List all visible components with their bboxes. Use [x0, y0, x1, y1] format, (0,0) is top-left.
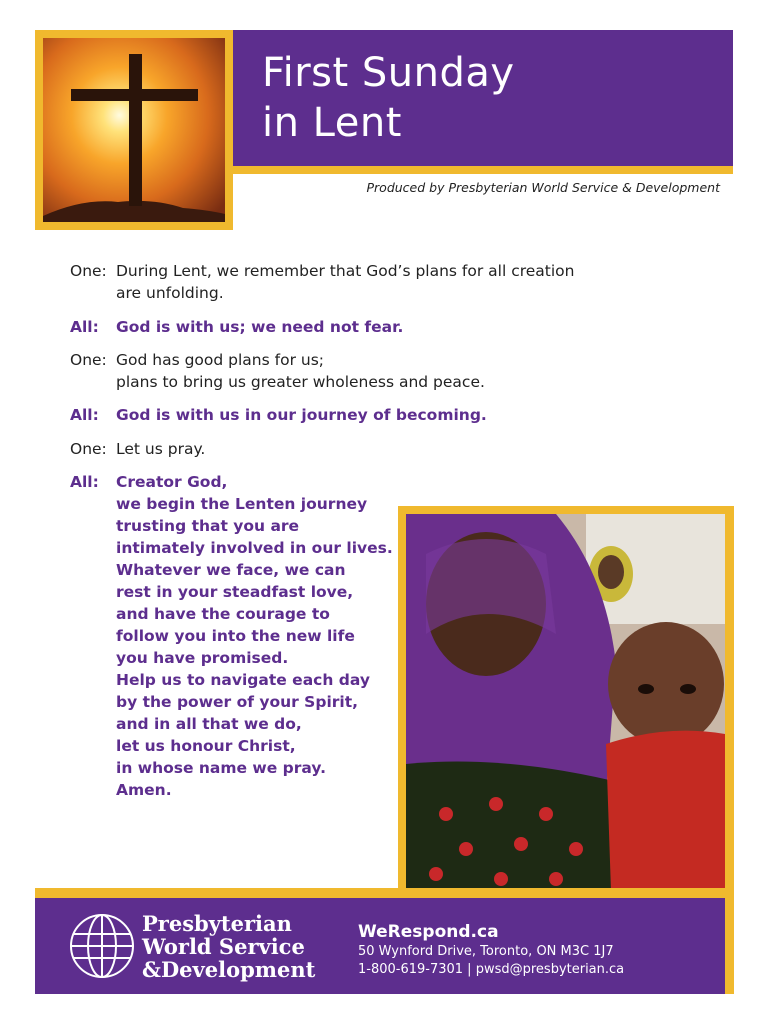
prayer-line: intimately involved in our lives.	[116, 539, 393, 557]
liturgy-line: God is with us in our journey of becoming.	[116, 406, 487, 424]
liturgy-line: Let us pray.	[116, 440, 206, 458]
page-title	[262, 48, 515, 148]
prayer-line: Creator God,	[116, 473, 228, 491]
cross-sunset-image	[43, 38, 225, 222]
prayer-line: and in all that we do,	[116, 715, 302, 733]
prayer-line: rest in your steadfast love,	[116, 583, 354, 601]
liturgy-item	[70, 260, 575, 304]
contact-info[interactable]: 1-800-619-7301 | pwsd@presbyterian.ca	[358, 962, 625, 977]
prayer-line: Help us to navigate each day	[116, 671, 370, 689]
prayer-line: let us honour Christ,	[116, 737, 296, 755]
prayer-line: Whatever we face, we can	[116, 561, 346, 579]
prayer-line: trusting that you are	[116, 517, 300, 535]
logo-line: Presbyterian	[142, 911, 292, 936]
prayer-line: by the power of your Spirit,	[116, 693, 359, 711]
prayer-line: Amen.	[116, 781, 172, 799]
liturgy-item	[70, 438, 205, 460]
producer-credit: Produced by Presbyterian World Service & Development	[366, 180, 720, 195]
logo-line: World Service	[142, 934, 305, 959]
speaker-label: All:	[70, 473, 99, 491]
speaker-label: One:	[70, 262, 107, 280]
speaker-label: All:	[70, 318, 99, 336]
globe-icon	[68, 912, 136, 980]
speaker-label: One:	[70, 440, 107, 458]
prayer-line: in whose name we pray.	[116, 759, 326, 777]
logo-line: &Development	[142, 957, 316, 982]
prayer	[70, 471, 393, 801]
title-line-2: in Lent	[262, 100, 402, 146]
website-link[interactable]: WeRespond.ca	[358, 922, 499, 942]
mailing-address: 50 Wynford Drive, Toronto, ON M3C 1J7	[358, 944, 614, 959]
speaker-label: All:	[70, 406, 99, 424]
prayer-line: follow you into the new life	[116, 627, 355, 645]
liturgy-line: God has good plans for us;	[116, 351, 324, 369]
organization-logo-text	[142, 912, 315, 981]
liturgy-item	[70, 404, 487, 426]
liturgy-line: God is with us; we need not fear.	[116, 318, 404, 336]
prayer-line: and have the courage to	[116, 605, 330, 623]
prayer-line: we begin the Lenten journey	[116, 495, 368, 513]
liturgy-line: During Lent, we remember that God’s plans for all creation	[116, 262, 575, 280]
liturgy-item	[70, 316, 403, 338]
speaker-label: One:	[70, 351, 107, 369]
liturgy-item	[70, 349, 485, 393]
liturgy-line: plans to bring us greater wholeness and peace.	[116, 373, 485, 391]
mother-child-image	[406, 514, 725, 891]
title-line-1: First Sunday	[262, 50, 515, 96]
hero-image-frame	[35, 30, 233, 230]
prayer-line: you have promised.	[116, 649, 289, 667]
photo-frame	[398, 506, 734, 896]
liturgy-line: are unfolding.	[116, 284, 224, 302]
